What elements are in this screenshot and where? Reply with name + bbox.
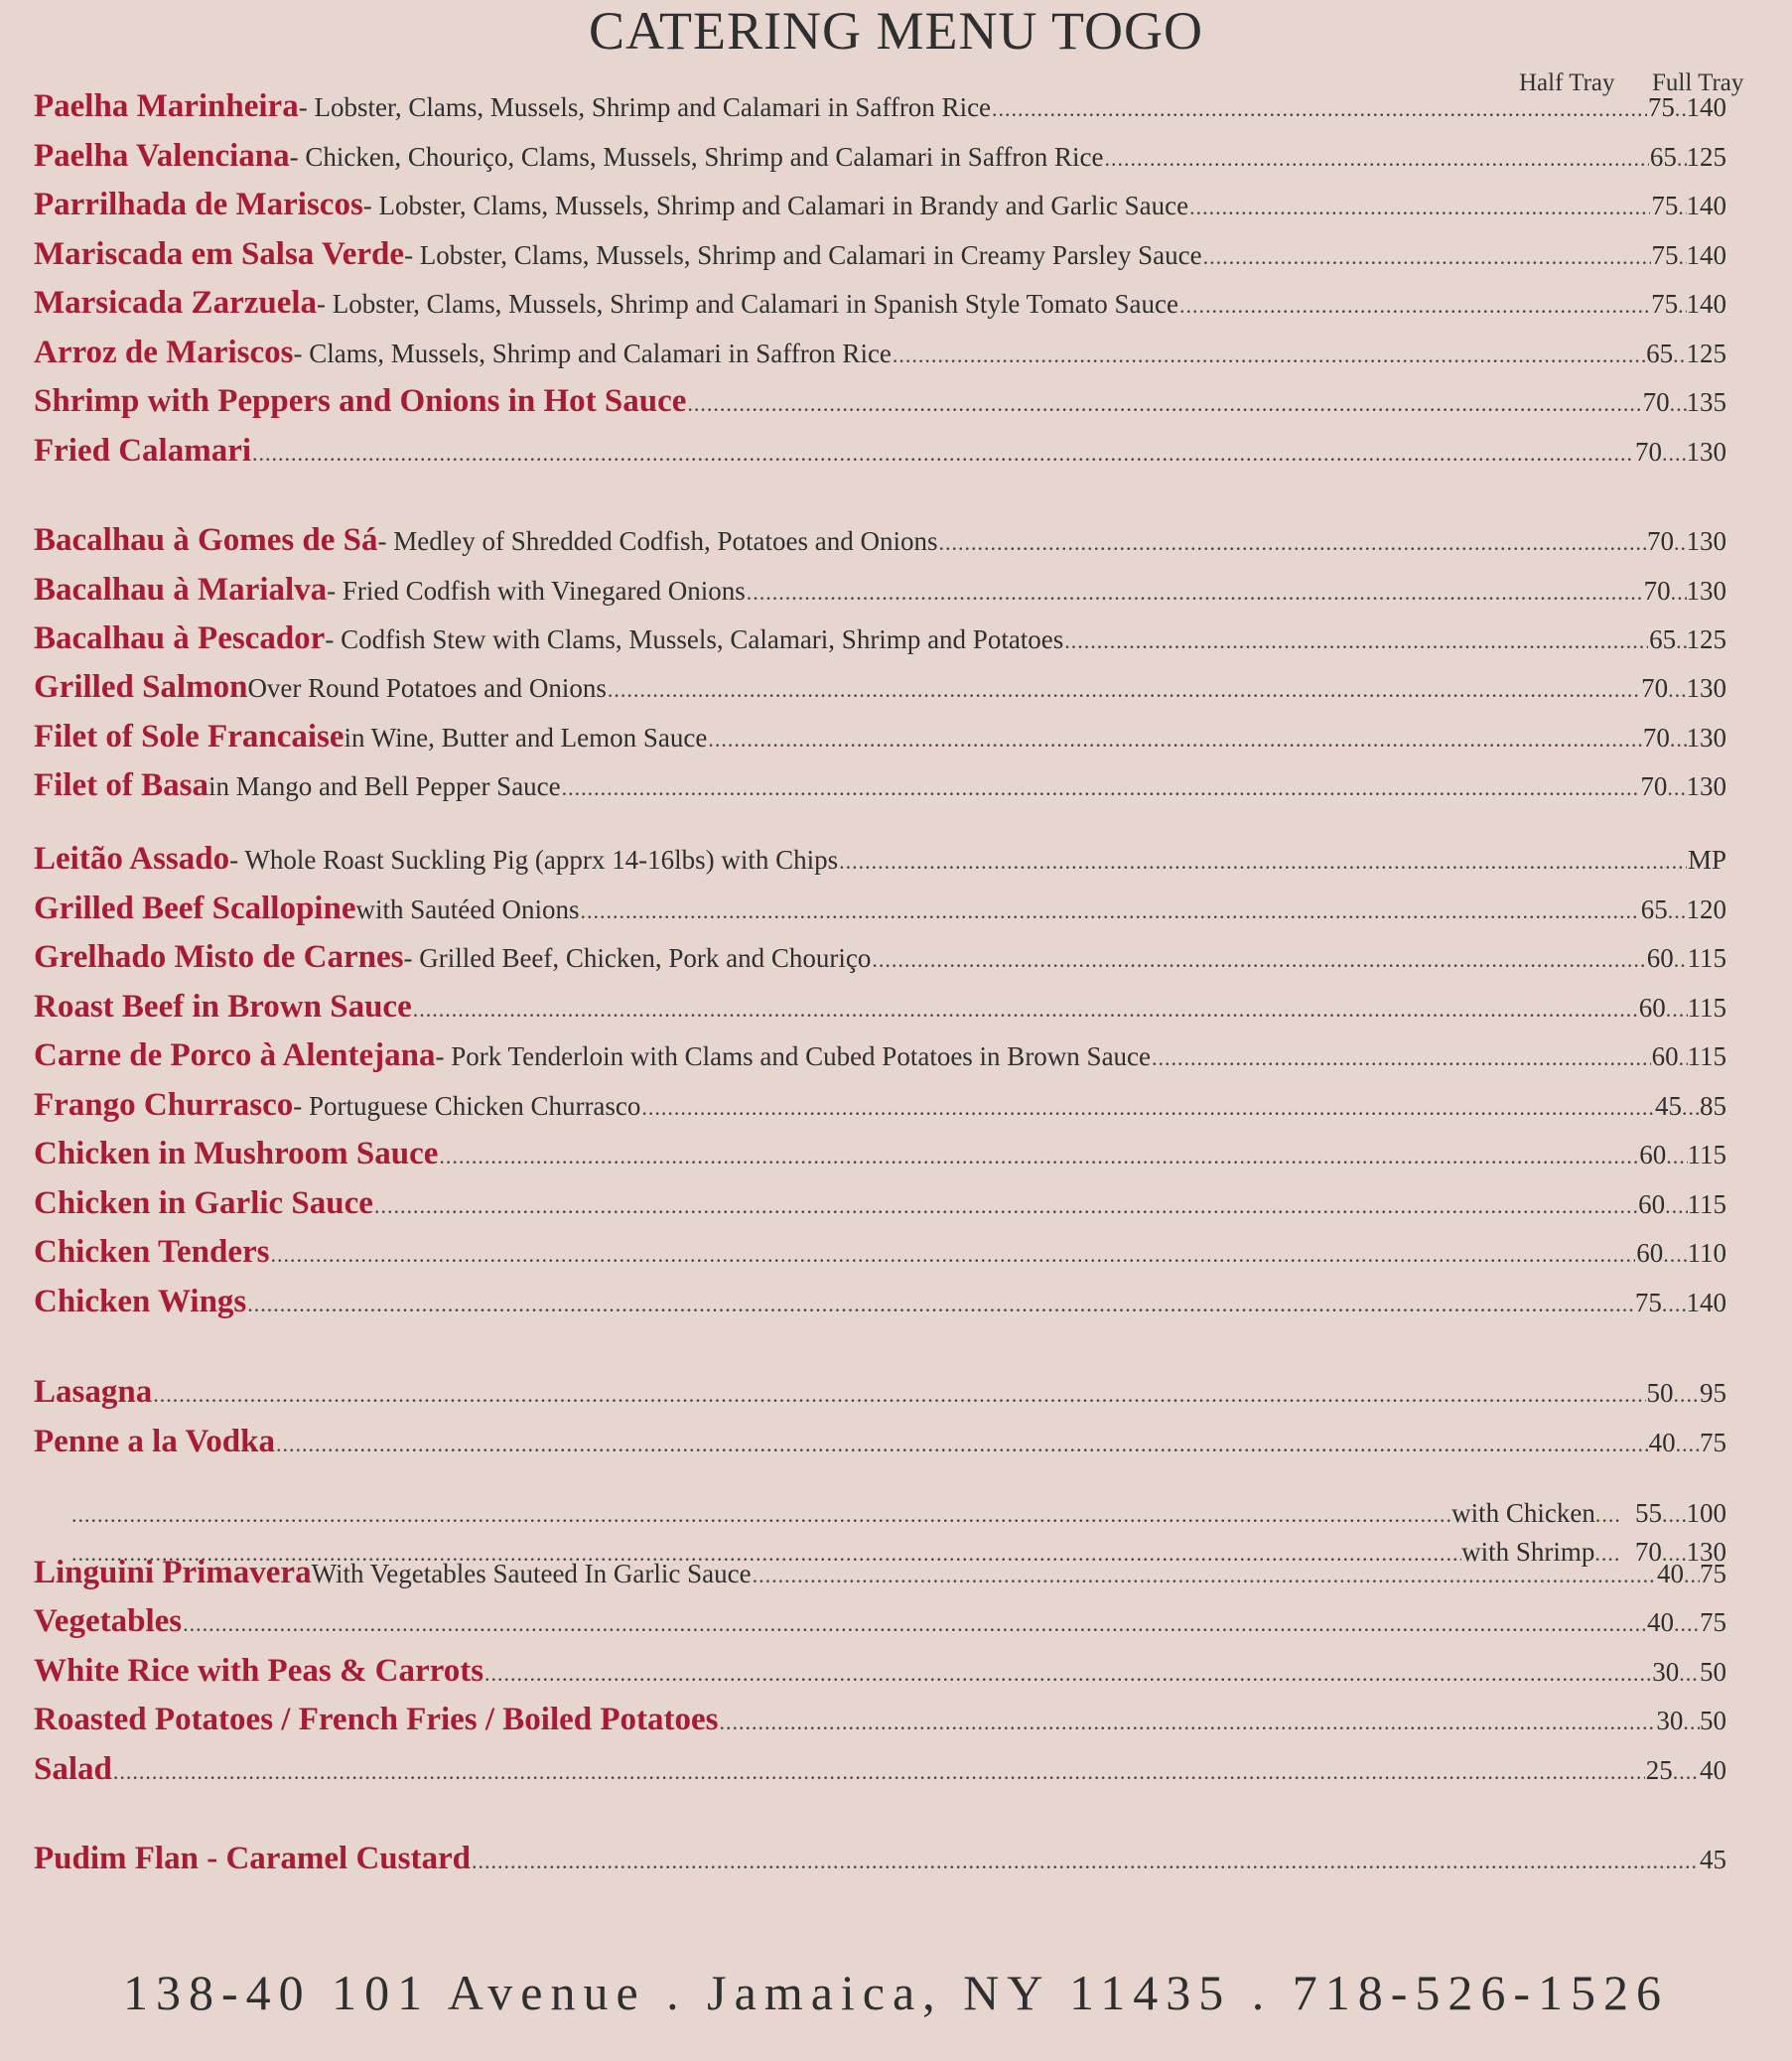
menu-item-description: Over Round Potatoes and Onions: [247, 673, 607, 703]
menu-item-name: Arroz de Mariscos: [34, 335, 294, 370]
menu-item-name: Fried Calamari: [34, 433, 252, 469]
dot-leader: [1674, 1611, 1700, 1637]
menu-item: [34, 1234, 1726, 1278]
dot-leader: [720, 1710, 1656, 1735]
menu-item-description: with Sautéed Onions: [355, 894, 580, 924]
dot-leader: [247, 1292, 1634, 1317]
menu-item: [34, 1087, 1726, 1131]
half-tray-price: 75: [1647, 92, 1675, 122]
dot-leader: [1064, 628, 1648, 654]
dot-leader: [1676, 628, 1686, 654]
option-label: with Chicken: [1451, 1498, 1595, 1528]
half-tray-price: 65: [1649, 142, 1677, 172]
menu-item-name: Carne de Porco à Alentejana: [34, 1037, 436, 1073]
dot-leader: [484, 1661, 1651, 1687]
full-tray-price: 125: [1686, 339, 1726, 368]
half-tray-price: 70: [1640, 771, 1668, 801]
full-tray-price: 130: [1686, 673, 1726, 703]
dot-leader: [1152, 1045, 1651, 1071]
dot-leader: [1673, 1759, 1700, 1785]
half-tray-price: 25: [1645, 1755, 1673, 1785]
menu-item-name: Shrimp with Peppers and Onions in Hot Sauce: [34, 383, 687, 419]
full-tray-price: 115: [1687, 943, 1726, 973]
half-tray-price: 70: [1642, 387, 1670, 417]
dot-leader: [992, 96, 1647, 122]
full-tray-price: 140: [1686, 1288, 1726, 1317]
dot-leader: [1665, 1193, 1687, 1219]
full-tray-price: 130: [1686, 723, 1726, 753]
full-tray-price: 120: [1686, 894, 1726, 924]
menu-item-description: - Chicken, Chouriço, Clams, Mussels, Shrimp and Calamari in Saffron Rice: [289, 142, 1104, 172]
menu-item: [34, 989, 1726, 1032]
full-tray-price: 130: [1686, 1537, 1726, 1567]
full-tray-price: 75: [1700, 1607, 1726, 1637]
half-tray-price: 70: [1643, 576, 1671, 606]
dot-leader: [1662, 441, 1687, 467]
menu-item-name: Bacalhau à Pescador: [34, 620, 326, 656]
dot-leader: [1667, 775, 1686, 801]
menu-item: [34, 891, 1726, 934]
menu-item-name: Paelha Marinheira: [34, 88, 299, 124]
half-tray-price: 70: [1634, 437, 1662, 467]
dot-leader: [1682, 1095, 1700, 1121]
half-tray-price: 40: [1648, 1428, 1676, 1457]
menu-item: [34, 1037, 1726, 1081]
full-tray-price: 115: [1687, 993, 1726, 1023]
half-tray-price: 70: [1646, 526, 1674, 556]
half-tray-price: 60: [1639, 1140, 1667, 1169]
full-tray-price: 50: [1700, 1657, 1726, 1687]
menu-item: [34, 187, 1726, 230]
dot-leader: [1666, 997, 1688, 1023]
dot-leader: [1671, 580, 1687, 606]
menu-item-description: - Lobster, Clams, Mussels, Shrimp and Calamari in Spanish Style Tomato Sauce: [317, 289, 1178, 319]
menu-item-description: - Clams, Mussels, Shrimp and Calamari in Saffron Rice: [293, 339, 892, 368]
menu-item: [34, 1555, 1726, 1598]
full-tray-price: 75: [1700, 1559, 1726, 1588]
menu-item: [34, 1185, 1726, 1229]
menu-item-name: Roast Beef in Brown Sauce: [34, 989, 412, 1025]
menu-item-name: Mariscada em Salsa Verde: [34, 236, 405, 272]
menu-item-name: Leitão Assado: [34, 841, 230, 877]
dot-leader: [1674, 947, 1688, 973]
dot-leader: [753, 1563, 1656, 1588]
dot-leader: [1105, 146, 1649, 172]
menu-item-name: Paelha Valenciana: [34, 138, 290, 174]
menu-item-option: [71, 1498, 1726, 1538]
menu-item: [34, 939, 1726, 983]
menu-item-name: Bacalhau à Gomes de Sá: [34, 522, 378, 558]
menu-item-name: Penne a la Vodka: [34, 1424, 275, 1459]
menu-item: [34, 285, 1726, 329]
half-tray-price: 75: [1634, 1288, 1662, 1317]
dot-leader: [1674, 530, 1687, 556]
dot-leader: [839, 849, 1687, 875]
menu-item-name: Roasted Potatoes / French Fries / Boiled Potatoes: [34, 1702, 719, 1737]
menu-item-name: Grelhado Misto de Carnes: [34, 939, 404, 975]
menu-item: [34, 88, 1726, 132]
dot-leader: [183, 1611, 1646, 1637]
full-tray-price: MP: [1687, 845, 1726, 875]
full-tray-price: 85: [1700, 1091, 1726, 1121]
menu-item: [34, 1603, 1726, 1647]
dot-leader: [1677, 146, 1687, 172]
menu-item-name: Filet of Basa: [34, 767, 208, 803]
half-tray-price: 70: [1641, 673, 1669, 703]
dot-leader: [747, 580, 1643, 606]
full-tray-price: 135: [1686, 387, 1726, 417]
menu-item: [34, 236, 1726, 280]
dot-leader: [580, 898, 1639, 924]
dot-leader: [893, 343, 1645, 368]
full-tray-price: 40: [1700, 1755, 1726, 1785]
dot-leader: [608, 677, 1640, 703]
full-tray-price: 140: [1686, 240, 1726, 270]
menu-item: [34, 1374, 1726, 1418]
dot-leader: [641, 1095, 1654, 1121]
dot-leader: [1663, 1242, 1687, 1268]
dot-leader: [1203, 244, 1651, 270]
menu-item-name: Chicken in Mushroom Sauce: [34, 1136, 439, 1171]
menu-item-name: Chicken Wings: [34, 1284, 247, 1319]
menu-item: [34, 841, 1726, 885]
dot-leader: [252, 441, 1634, 467]
full-tray-price: 45: [1700, 1845, 1726, 1874]
full-tray-price: 140: [1686, 191, 1726, 220]
dot-leader: [1662, 1502, 1687, 1528]
full-tray-price: 110: [1687, 1238, 1726, 1268]
half-tray-price: 70: [1642, 723, 1670, 753]
half-tray-price: 60: [1638, 1189, 1666, 1219]
dot-leader: [276, 1432, 1648, 1457]
dot-leader: [439, 1144, 1638, 1169]
menu-item: [34, 522, 1726, 566]
half-tray-price: 60: [1638, 993, 1666, 1023]
dot-leader: [1676, 1432, 1700, 1457]
full-tray-price: 130: [1686, 771, 1726, 801]
menu-item-name: Linguini Primavera: [34, 1555, 312, 1590]
half-tray-price: 30: [1656, 1706, 1684, 1735]
full-tray-price: 130: [1686, 526, 1726, 556]
dot-leader: [1179, 293, 1650, 319]
full-tray-price: 95: [1700, 1378, 1726, 1408]
page-title: CATERING MENU TOGO: [588, 1, 1203, 61]
half-tray-price: 40: [1647, 1607, 1675, 1637]
dot-leader: [938, 530, 1645, 556]
menu-item-name: Grilled Salmon: [34, 669, 248, 705]
dot-leader: [1674, 1382, 1701, 1408]
full-tray-price: 130: [1686, 437, 1726, 467]
menu-item-name: Parrilhada de Mariscos: [34, 187, 363, 222]
dot-leader: [1670, 391, 1687, 417]
menu-item-description: - Lobster, Clams, Mussels, Shrimp and Calamari in Brandy and Garlic Sauce: [362, 191, 1189, 220]
dot-leader: [71, 1502, 1451, 1528]
menu-item-name: Bacalhau à Marialva: [34, 572, 328, 608]
dot-leader: [1675, 96, 1687, 122]
menu-item: [34, 1284, 1726, 1327]
dot-leader: [413, 997, 1638, 1023]
dot-leader: [472, 1849, 1699, 1874]
menu-item: [34, 620, 1726, 664]
full-tray-header: Full Tray: [1652, 69, 1744, 96]
menu-item-description: - Fried Codfish with Vinegared Onions: [327, 576, 746, 606]
address-footer: 138-40 101 Avenue . Jamaica, NY 11435 . 718-526-1526: [123, 1965, 1669, 2020]
dot-leader: [1595, 1502, 1620, 1528]
menu-item-name: Grilled Beef Scallopine: [34, 891, 356, 926]
half-tray-price: 75: [1651, 289, 1679, 319]
menu-item: [34, 433, 1726, 477]
half-tray-price: 60: [1646, 943, 1674, 973]
menu-item-description: With Vegetables Sauteed In Garlic Sauce: [311, 1559, 752, 1588]
dot-leader: [1678, 293, 1686, 319]
dot-leader: [270, 1242, 1635, 1268]
menu-item: [34, 1702, 1726, 1745]
half-tray-price: 50: [1646, 1378, 1674, 1408]
menu-item-name: Filet of Sole Francaise: [34, 719, 345, 755]
dot-leader: [1679, 244, 1687, 270]
dot-leader: [153, 1382, 1645, 1408]
dot-leader: [872, 947, 1645, 973]
menu-item: [34, 1136, 1726, 1179]
menu-item: [34, 1424, 1726, 1467]
option-label: with Shrimp: [1461, 1537, 1595, 1567]
menu-item-name: Salad: [34, 1751, 112, 1787]
full-tray-price: 50: [1700, 1706, 1726, 1735]
dot-leader: [1189, 195, 1650, 220]
menu-item-name: White Rice with Peas & Carrots: [34, 1653, 484, 1689]
half-tray-price: 70: [1634, 1537, 1662, 1567]
dot-leader: [1668, 677, 1686, 703]
dot-leader: [562, 775, 1640, 801]
dot-leader: [113, 1759, 1645, 1785]
full-tray-price: 125: [1686, 624, 1726, 654]
full-tray-price: 115: [1687, 1189, 1726, 1219]
dot-leader: [1673, 343, 1686, 368]
dot-leader: [1679, 1661, 1700, 1687]
half-tray-header: Half Tray: [1519, 69, 1615, 96]
dot-leader: [708, 727, 1642, 753]
menu-item-name: Chicken Tenders: [34, 1234, 270, 1270]
menu-item-description: - Grilled Beef, Chicken, Pork and Chouriço: [403, 943, 872, 973]
menu-item-description: - Portuguese Chicken Churrasco: [293, 1091, 641, 1121]
full-tray-price: 100: [1686, 1498, 1726, 1528]
menu-item: [34, 335, 1726, 378]
half-tray-price: 55: [1634, 1498, 1662, 1528]
half-tray-price: 60: [1651, 1041, 1679, 1071]
full-tray-price: 115: [1687, 1041, 1726, 1071]
menu-item-description: - Pork Tenderloin with Clams and Cubed Potatoes in Brown Sauce: [435, 1041, 1152, 1071]
menu-item-name: Chicken in Garlic Sauce: [34, 1185, 373, 1221]
half-tray-price: 65: [1649, 624, 1677, 654]
menu-item: [34, 767, 1726, 811]
half-tray-price: 45: [1655, 1091, 1683, 1121]
menu-item-description: - Medley of Shredded Codfish, Potatoes and Onions: [377, 526, 938, 556]
dot-leader: [1670, 727, 1687, 753]
dot-leader: [1662, 1292, 1687, 1317]
half-tray-price: 75: [1651, 240, 1679, 270]
half-tray-price: 40: [1656, 1559, 1684, 1588]
menu-item-description: - Lobster, Clams, Mussels, Shrimp and Calamari in Creamy Parsley Sauce: [404, 240, 1202, 270]
half-tray-price: 30: [1652, 1657, 1680, 1687]
menu-item: [34, 1653, 1726, 1697]
half-tray-price: 65: [1640, 894, 1668, 924]
menu-item: [34, 572, 1726, 616]
dot-leader: [1684, 1563, 1700, 1588]
full-tray-price: 125: [1686, 142, 1726, 172]
menu-item-name: Frango Churrasco: [34, 1087, 294, 1123]
menu-item-name: Vegetables: [34, 1603, 183, 1639]
menu-item-description: - Codfish Stew with Clams, Mussels, Calamari, Shrimp and Potatoes: [325, 624, 1064, 654]
dot-leader: [1683, 1710, 1700, 1735]
dot-leader: [1668, 898, 1687, 924]
menu-item: [34, 719, 1726, 762]
menu-item-name: Pudim Flan - Caramel Custard: [34, 1841, 471, 1876]
full-tray-price: 140: [1686, 289, 1726, 319]
menu-item-name: Lasagna: [34, 1374, 153, 1410]
half-tray-price: 75: [1651, 191, 1679, 220]
half-tray-price: 65: [1646, 339, 1674, 368]
menu-item-description: in Wine, Butter and Lemon Sauce: [344, 723, 708, 753]
menu-item: [34, 138, 1726, 182]
menu-item-description: in Mango and Bell Pepper Sauce: [207, 771, 561, 801]
dot-leader: [374, 1193, 1637, 1219]
menu-item: [34, 383, 1726, 427]
menu-item: [34, 669, 1726, 713]
dot-leader: [1666, 1144, 1687, 1169]
menu-item-description: - Lobster, Clams, Mussels, Shrimp and Calamari in Saffron Rice: [298, 92, 992, 122]
full-tray-price: 130: [1686, 576, 1726, 606]
full-tray-price: 140: [1686, 92, 1726, 122]
dot-leader: [1678, 195, 1686, 220]
half-tray-price: 60: [1636, 1238, 1664, 1268]
full-tray-price: 75: [1700, 1428, 1726, 1457]
dot-leader: [1679, 1045, 1688, 1071]
full-tray-price: 115: [1687, 1140, 1726, 1169]
dot-leader: [687, 391, 1641, 417]
menu-item-description: - Whole Roast Suckling Pig (apprx 14-16lbs) with Chips: [229, 845, 839, 875]
menu-item: [34, 1751, 1726, 1795]
menu-item-name: Marsicada Zarzuela: [34, 285, 318, 321]
menu-item: [34, 1841, 1726, 1884]
